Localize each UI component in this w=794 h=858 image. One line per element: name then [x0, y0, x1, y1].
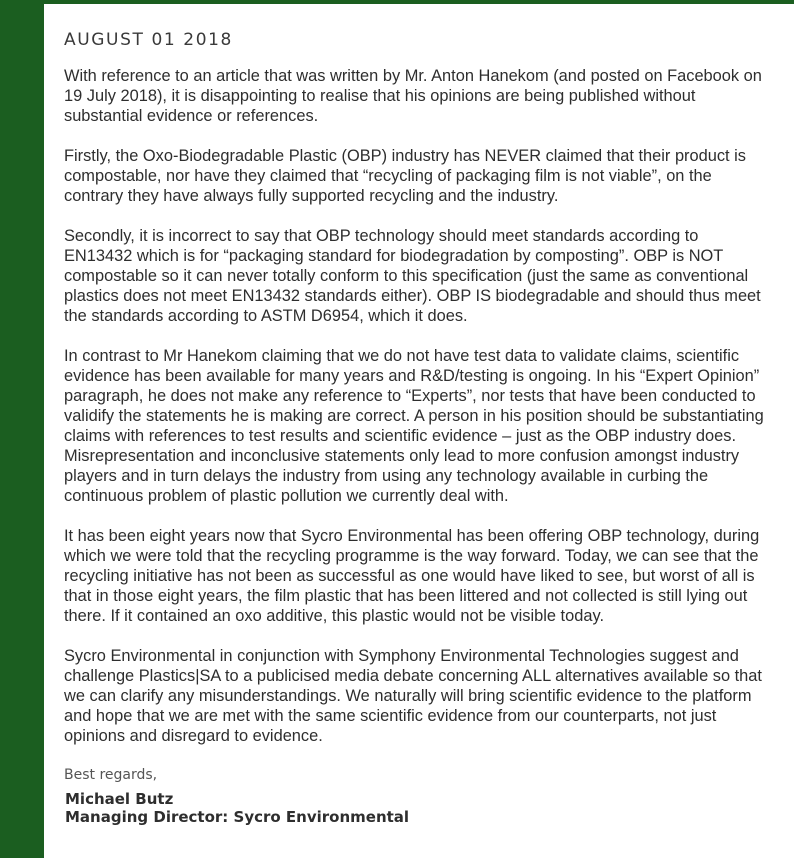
signatory-title: Managing Director: Sycro Environmental [65, 808, 410, 826]
paragraph-5: It has been eight years now that Sycro Environmental has been offering OBP technology, during which we were told that the recycling programme is the way forward. Today, we can see that the recycling initiative has not been as successful as one would have liked to see, but worst of all is that in those eight years, the film plastic that has been littered and not collected is still lying out there. If it contained an oxo additive, this plastic would not be visible today. [64, 527, 760, 625]
paragraph-2: Firstly, the Oxo-Biodegradable Plastic (OBP) industry has NEVER claimed that their product is compostable, nor have they claimed that “recycling of packaging film is not viable”, on the contrary they have always fully supported recycling and the industry. [64, 147, 747, 205]
paragraph-4: In contrast to Mr Hanekom claiming that we do not have test data to validate claims, scientific evidence has been available for many years and R&D/testing is ongoing. In his “Expert Opinion” paragraph, he does not make any reference to “Experts”, nor tests that have been conducted to validify the statements he is making are correct. A person in his position should be substantiating claims with references to test results and scientific evidence – just as the OBP industry does. Misrepresentation and inconclusive statements only lead to more confusion amongst industry players and in turn delays the industry from using any technology available in curbing the continuous problem of plastic pollution we currently deal with. [64, 347, 764, 505]
paragraph-1: With reference to an article that was written by Mr. Anton Hanekom (and posted on Facebook on 19 July 2018), it is disappointing to realise that his opinions are being published without substantial evidence or references. [64, 67, 762, 125]
letter-date: AUGUST 01 2018 [64, 30, 233, 50]
left-accent-bar [0, 0, 44, 858]
letter-content [64, 28, 764, 826]
closing-line: Best regards, [64, 767, 158, 783]
top-rule [44, 0, 794, 4]
paragraph-6: Sycro Environmental in conjunction with Symphony Environmental Technologies suggest and challenge Plastics|SA to a publicised media debate concerning ALL alternatives available so that we can clarify any misunderstandings. We naturally will bring scientific evidence to the platform and hope that we are met with the same scientific evidence from our counterparts, not just opinions and disregard to evidence. [64, 647, 762, 745]
signatory-name: Michael Butz [65, 790, 174, 808]
paragraph-3: Secondly, it is incorrect to say that OBP technology should meet standards according to EN13432 which is for “packaging standard for biodegradation by composting”. OBP is NOT compostable so it can never totally conform to this specification (just the same as conventional plastics does not meet EN13432 standards either). OBP IS biodegradable and should thus meet the standards according to ASTM D6954, which it does. [64, 227, 761, 325]
